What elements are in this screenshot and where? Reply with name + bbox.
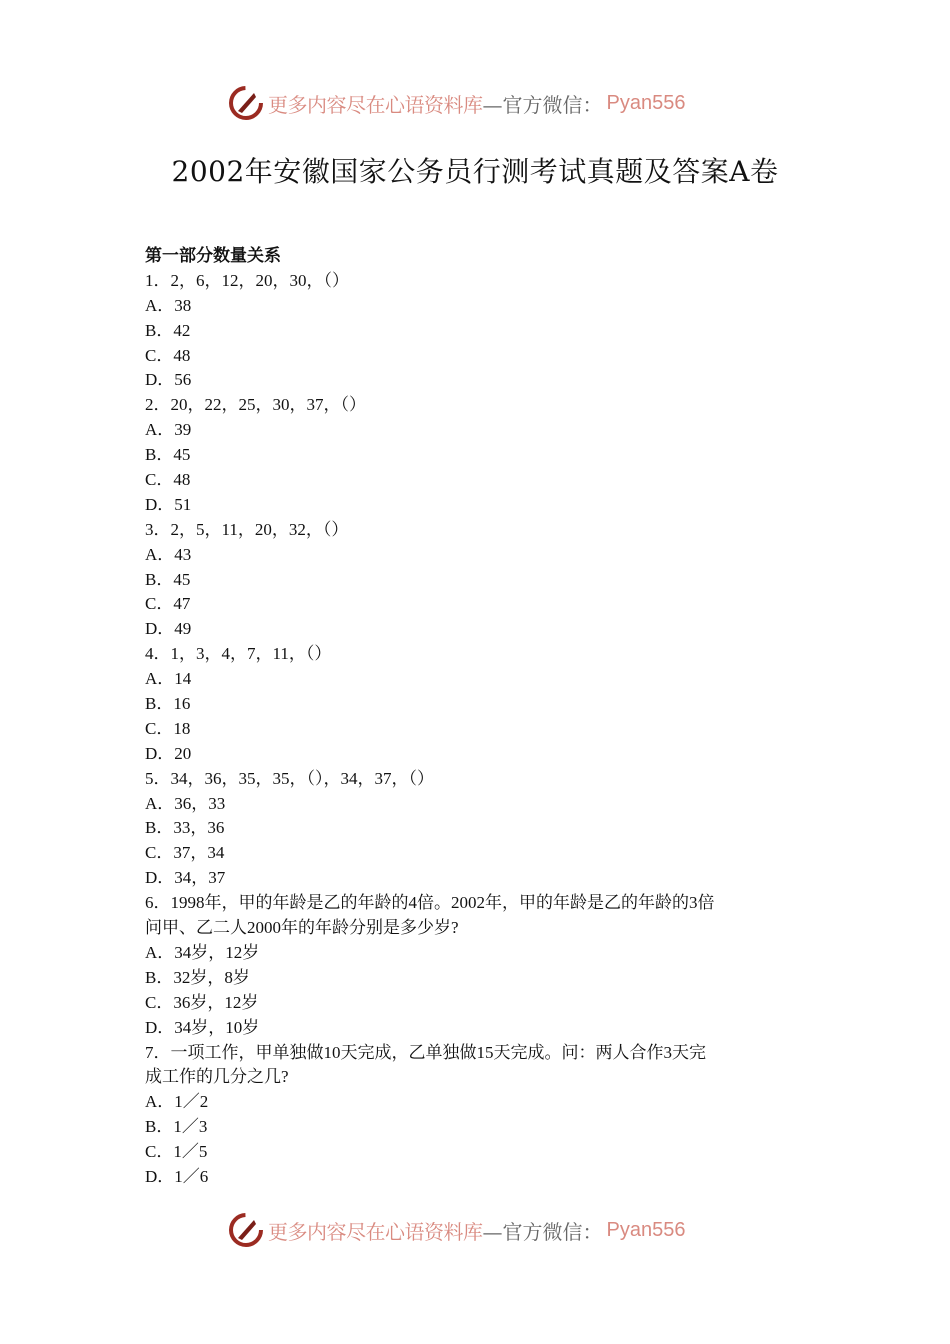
text-line: 3．2，5，11，20，32，（） [145, 519, 349, 539]
text-line: 4．1，3，4，7，11，（） [145, 644, 332, 664]
watermark-text: 更多内容尽在心语资料库 [268, 92, 483, 117]
text-line: A．39 [145, 420, 192, 440]
watermark-text: 更多内容尽在心语资料库 [268, 1219, 483, 1244]
text-line: A．38 [145, 295, 192, 315]
text-line: D．34岁，10岁 [145, 1017, 260, 1037]
text-line: 6．1998年，甲的年龄是乙的年龄的4倍。2002年，甲的年龄是乙的年龄的3倍 [145, 893, 715, 913]
text-line: B．45 [145, 569, 191, 589]
text-line: C．48 [145, 345, 191, 365]
section-heading: 第一部分数量关系 [145, 246, 281, 265]
text-line: C．1／5 [145, 1142, 208, 1162]
text-line: 问甲、乙二人2000年的年龄分别是多少岁? [145, 918, 459, 938]
text-line: A．43 [145, 544, 192, 564]
text-line: A．1／2 [145, 1092, 209, 1112]
text-line: D．49 [145, 619, 192, 639]
text-line: 1．2，6，12，20，30，（） [145, 270, 349, 290]
text-line: C．37，34 [145, 843, 225, 863]
pen-logo-icon [228, 1212, 264, 1248]
text-line: D．20 [145, 743, 192, 763]
text-line: A．14 [145, 669, 192, 689]
text-line: 5．34，36，35，35，（），34，37，（） [145, 768, 434, 788]
text-line: B．32岁，8岁 [145, 967, 250, 987]
text-line: C．36岁，12岁 [145, 992, 259, 1012]
text-line: D．1／6 [145, 1166, 209, 1186]
text-line: A．34岁，12岁 [145, 942, 260, 962]
text-line: 成工作的几分之几? [145, 1067, 289, 1087]
text-line: C．47 [145, 594, 191, 614]
watermark-dash: —官方微信： [482, 92, 603, 117]
document-title: 2002年安徽国家公务员行测考试真题及答案A卷 [171, 155, 779, 188]
text-line: D．56 [145, 370, 192, 390]
text-line: B．42 [145, 320, 191, 340]
text-line: B．33，36 [145, 818, 225, 838]
text-line: D．51 [145, 494, 192, 514]
text-line: B．1／3 [145, 1117, 208, 1137]
text-line: D．34，37 [145, 868, 226, 888]
pen-logo-icon [228, 85, 264, 121]
text-line: B．16 [145, 694, 191, 714]
watermark-dash: —官方微信： [482, 1219, 603, 1244]
text-line: A．36，33 [145, 793, 226, 813]
text-line: 2．20，22，25，30，37，（） [145, 395, 366, 415]
document-body [145, 244, 815, 1190]
footer-watermark [228, 1210, 685, 1250]
text-line: C．48 [145, 470, 191, 490]
header-watermark [228, 83, 685, 123]
text-line: 7．一项工作，甲单独做10天完成，乙单独做15天完成。问：两人合作3天完 [145, 1042, 706, 1062]
watermark-id: Pyan556 [606, 1218, 686, 1241]
text-line: B．45 [145, 445, 191, 465]
text-line: C．18 [145, 718, 191, 738]
watermark-id: Pyan556 [606, 91, 686, 114]
